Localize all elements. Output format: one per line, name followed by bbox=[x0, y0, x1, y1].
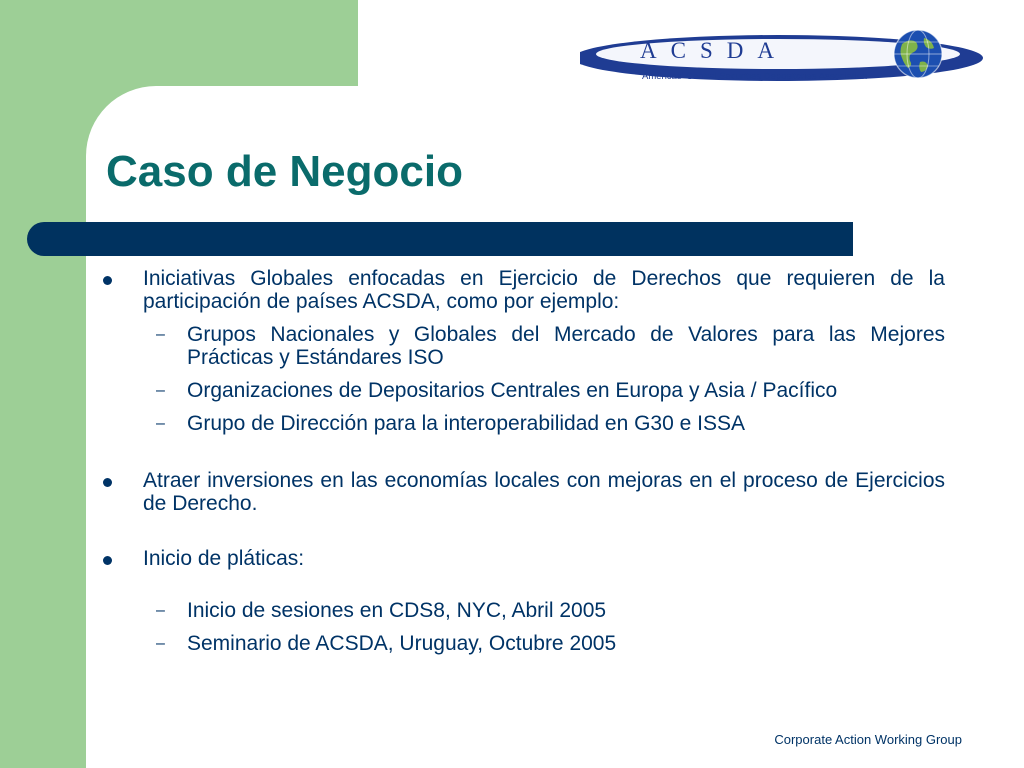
bullet-item bbox=[100, 469, 945, 515]
footer-label: Corporate Action Working Group bbox=[774, 732, 962, 747]
bullet-item bbox=[100, 547, 945, 570]
bullet-dot bbox=[100, 469, 143, 492]
sub-bullet-item bbox=[100, 323, 945, 369]
dash-marker: – bbox=[156, 635, 165, 652]
bullet-item bbox=[100, 267, 945, 313]
sub-bullet-item bbox=[100, 379, 945, 402]
logo-tagline: Americas' Central Securities Depositories Association bbox=[642, 71, 868, 82]
sub-bullet-item bbox=[100, 412, 945, 435]
bullet-dot bbox=[100, 547, 143, 570]
sub-bullet-text: Grupo de Dirección para la interoperabilidad en G30 e ISSA bbox=[187, 412, 745, 435]
dash-marker: – bbox=[156, 602, 165, 619]
dash-marker: – bbox=[156, 326, 165, 343]
sub-bullet-item bbox=[100, 599, 945, 622]
logo-acronym: ACSDA bbox=[640, 38, 788, 63]
bullet-dot bbox=[100, 267, 143, 290]
dash-marker: – bbox=[156, 415, 165, 432]
title-underline-bar bbox=[27, 222, 853, 256]
globe-icon bbox=[894, 30, 942, 78]
sub-bullet-text: Organizaciones de Depositarios Centrales en Europa y Asia / Pacífico bbox=[187, 379, 838, 402]
dash-marker: – bbox=[156, 382, 165, 399]
acsda-logo bbox=[580, 28, 992, 88]
sub-bullet-text: Seminario de ACSDA, Uruguay, Octubre 2005 bbox=[187, 632, 617, 655]
slide-title: Caso de Negocio bbox=[106, 147, 463, 196]
sub-bullet-text: Inicio de sesiones en CDS8, NYC, Abril 2005 bbox=[187, 599, 607, 622]
slide-body bbox=[100, 267, 945, 655]
sub-bullet-text: Grupos Nacionales y Globales del Mercado de Valores para las Mejores Prácticas y Estándares ISO bbox=[187, 323, 945, 369]
sub-bullet-item bbox=[100, 632, 945, 655]
bullet-text: Atraer inversiones en las economías locales con mejoras en el proceso de Ejercicios de Derecho. bbox=[143, 469, 945, 515]
bullet-text: Iniciativas Globales enfocadas en Ejercicio de Derechos que requieren de la participación de países ACSDA, como por ejemplo: bbox=[143, 267, 945, 313]
bullet-text: Inicio de pláticas: bbox=[143, 547, 305, 570]
